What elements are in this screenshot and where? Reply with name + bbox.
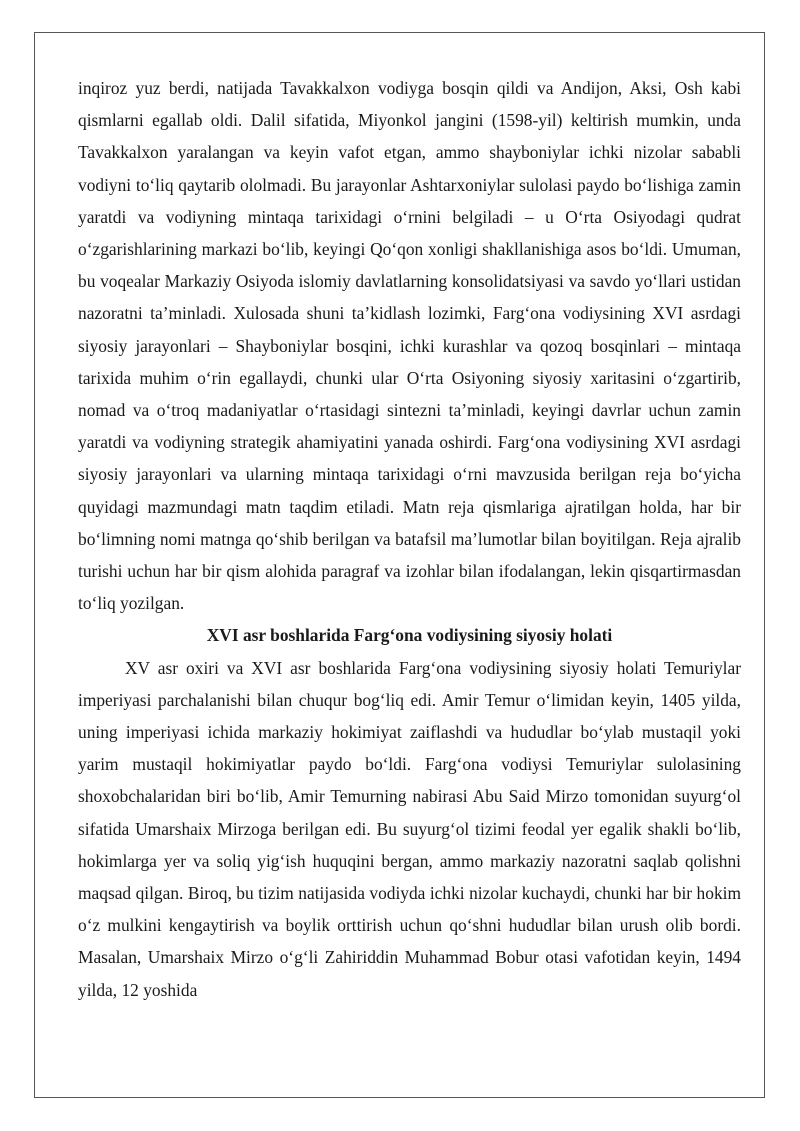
section-heading: XVI asr boshlarida Farg‘ona vodiysining siyosiy holati — [206, 625, 613, 646]
body-paragraph: inqiroz yuz berdi, natijada Tavakkalxon vodiyga bosqin qildi va Andijon, Aksi, Osh kabi qismlarni egallab oldi. Dalil sifatida, Miyonkol jangini (1598-yil) keltirish mumkin, unda Tavakkalxon yaralangan va keyin vafot etgan, ammo shayboniylar ichki nizolar sababli vodiyni to‘liq qaytarib ololmadi. Bu jarayonlar Ashtarxoniylar sulolasi paydo bo‘lishiga zamin yaratdi va vodiyning mintaqa tarixidagi o‘rnini belgiladi – u O‘rta Osiyodagi qudrat o‘zgarishlarining markazi bo‘lib, keyingi Qo‘qon xonligi shakllanishiga asos bo‘ldi. Umuman, bu voqealar Markaziy Osiyoda islomiy davlatlarning konsolidatsiyasi va savdo yo‘llari ustidan nazoratni ta’minladi. Xulosada shuni ta’kidlash lozimki, Farg‘ona vodiysining XVI asrdagi siyosiy jarayonlari – Shayboniylar bosqini, ichki kurashlar va qozoq bosqinlari – mintaqa tarixida muhim o‘rin egallaydi, chunki ular O‘rta Osiyoning siyosiy xaritasini o‘zgartirib, nomad va o‘troq madaniyatlar o‘rtasidagi sintezni ta’minladi, keyingi davrlar uchun zamin yaratdi va vodiyning strategik ahamiyatini yanada oshirdi. Farg‘ona vodiysining XVI asrdagi siyosiy jarayonlari va ularning mintaqa tarixidagi o‘rni mavzusida berilgan reja bo‘yicha quyidagi mazmundagi matn taqdim etiladi. Matn reja qismlariga ajratilgan holda, har bir bo‘limning nomi matnga qo‘shib berilgan va batafsil ma’lumotlar bilan boyitilgan. Reja ajralib turishi uchun har bir qism alohida paragraf va izohlar bilan ifodalangan, lekin qisqartirmasdan to‘liq yozilgan. — [78, 78, 741, 614]
body-paragraph: XV asr oxiri va XVI asr boshlarida Farg‘ona vodiysining siyosiy holati Temuriylar imperiyasi parchalanishi bilan chuqur bog‘liq edi. Amir Temur o‘limidan keyin, 1405 yilda, uning imperiyasi ichida markaziy hokimiyat zaiflashdi va hududlar bo‘ylab mustaqil yoki yarim mustaqil hokimiyatlar paydo bo‘ldi. Farg‘ona vodiysi Temuriylar sulolasining shoxobchalaridan biri bo‘lib, Amir Temurning nabirasi Abu Said Mirzo tomonidan suyurg‘ol sifatida Umarshaix Mirzoga berilgan edi. Bu suyurg‘ol tizimi feodal yer egalik shakli bo‘lib, hokimlarga yer va soliq yig‘ish huquqini bergan, ammo markaziy nazoratni saqlab qolishni maqsad qilgan. Biroq, bu tizim natijasida vodiyda ichki nizolar kuchaydi, chunki har bir hokim o‘z mulkini kengaytirish va boylik orttirish uchun qo‘shni hududlar bilan urush olib bordi. Masalan, Umarshaix Mirzo o‘g‘li Zahiriddin Muhammad Bobur otasi vafotidan keyin, 1494 yilda, 12 yoshida — [78, 657, 741, 1000]
document-body — [78, 72, 741, 1006]
